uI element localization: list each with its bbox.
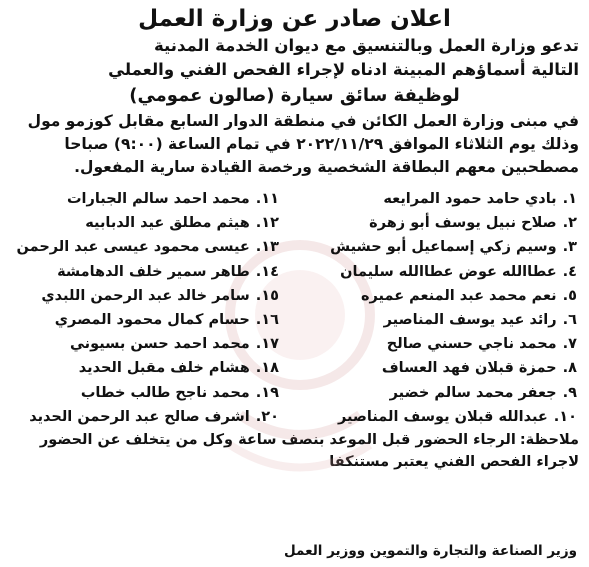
list-item bbox=[0, 308, 279, 332]
list-item bbox=[0, 260, 279, 284]
list-item bbox=[0, 381, 279, 405]
list-item bbox=[297, 308, 577, 332]
list-item bbox=[0, 405, 279, 429]
candidate-names-list bbox=[10, 187, 579, 429]
list-item-name: محمد ناجي حسني صالح bbox=[386, 336, 557, 353]
list-item bbox=[297, 260, 577, 284]
list-item-name: محمد ناجح طالب خطاب bbox=[80, 384, 250, 401]
intro-line-2: التالية أسماؤهم المبينة ادناه لإجراء الفحص الفني والعملي bbox=[108, 60, 579, 79]
list-item-number: ١١. bbox=[255, 191, 279, 207]
list-item bbox=[297, 381, 577, 405]
list-item bbox=[0, 332, 279, 356]
list-item-name: جعفر محمد سالم خضير bbox=[389, 384, 557, 401]
list-item-number: ١٨. bbox=[255, 360, 279, 377]
job-title: لوظيفة سائق سيارة (صالون عمومي) bbox=[129, 85, 460, 106]
list-item-name: سامر خالد عبد الرحمن اللبدي bbox=[41, 287, 250, 304]
list-item-number: ٤. bbox=[562, 263, 577, 280]
list-item-number: ١٠. bbox=[553, 408, 577, 425]
list-item-number: ١٦. bbox=[255, 311, 279, 328]
list-item-name: رائد عيد يوسف المناصير bbox=[383, 311, 557, 328]
list-item-number: ٢٠. bbox=[255, 408, 279, 425]
list-item bbox=[0, 284, 279, 308]
list-item-number: ٢. bbox=[562, 215, 577, 232]
list-item-number: ١٢. bbox=[255, 215, 279, 232]
venue-line-3: مصطحبين معهم البطاقة الشخصية ورخصة القيادة سارية المفعول. bbox=[74, 158, 579, 176]
list-item-name: اشرف صالح عبد الرحمن الحديد bbox=[29, 408, 250, 425]
list-item bbox=[297, 187, 577, 211]
list-item-number: ٧. bbox=[562, 336, 577, 353]
note-text-1: الرجاء الحضور قبل الموعد بنصف ساعة وكل من يتخلف عن الحضور bbox=[39, 432, 516, 448]
list-item-name: عيسى محمود عيسى عبد الرحمن bbox=[16, 239, 250, 256]
list-item-name: نعم محمد عبد المنعم عميره bbox=[360, 287, 557, 304]
list-item bbox=[297, 235, 577, 259]
list-item bbox=[0, 211, 279, 235]
list-item-number: ٦. bbox=[562, 311, 577, 328]
list-item-number: ٥. bbox=[562, 287, 577, 304]
list-item-number: ١٣. bbox=[255, 239, 279, 256]
list-item-name: محمد احمد حسن بسيوني bbox=[70, 336, 250, 353]
list-item-number: ٣. bbox=[562, 239, 577, 256]
note-line-1 bbox=[10, 429, 579, 451]
announcement-title: اعلان صادر عن وزارة العمل bbox=[138, 6, 451, 32]
list-item-name: عبدالله قبلان يوسف المناصير bbox=[337, 408, 548, 425]
list-item-number: ١٧. bbox=[255, 336, 279, 353]
list-item-name: هيثم مطلق عيد الدبابيه bbox=[85, 215, 250, 232]
list-item-number: ٨. bbox=[562, 360, 577, 377]
list-item bbox=[297, 356, 577, 380]
list-item bbox=[0, 187, 279, 211]
list-item-name: حمزة قبلان فهد العساف bbox=[381, 360, 557, 377]
list-item bbox=[297, 332, 577, 356]
list-item-number: ١٤. bbox=[255, 263, 279, 280]
venue-line-2: وذلك يوم الثلاثاء الموافق ٢٠٢٢/١١/٢٩ في تمام الساعة (٩:٠٠) صباحا bbox=[64, 135, 579, 153]
list-item-number: ٩. bbox=[562, 384, 577, 401]
list-item-name: وسيم زكي إسماعيل أبو حشيش bbox=[330, 239, 557, 256]
list-item-name: هشام خلف مقبل الحديد bbox=[78, 360, 250, 377]
list-item bbox=[0, 235, 279, 259]
list-item-name: عطاالله عوض عطاالله سليمان bbox=[340, 263, 557, 280]
list-item-number: ١٥. bbox=[255, 287, 279, 304]
list-item bbox=[297, 405, 577, 429]
list-item-name: محمد احمد سالم الجبارات bbox=[66, 191, 250, 207]
note-line-2: لاجراء الفحص الفني يعتبر مستنكفا bbox=[329, 454, 579, 470]
venue-line-1: في مبنى وزارة العمل الكائن في منطقة الدوار السابع مقابل كوزمو مول bbox=[27, 112, 579, 130]
list-item bbox=[297, 211, 577, 235]
note-label: ملاحظة: bbox=[519, 432, 579, 448]
list-item bbox=[0, 356, 279, 380]
names-column-left bbox=[0, 187, 279, 429]
intro-line-1: تدعو وزارة العمل وبالتنسيق مع ديوان الخدمة المدنية bbox=[154, 36, 579, 55]
signature: وزير الصناعة والتجارة والتموين ووزير العمل bbox=[283, 543, 577, 559]
list-item-number: ١. bbox=[562, 191, 577, 207]
names-column-right bbox=[297, 187, 577, 429]
list-item bbox=[297, 284, 577, 308]
list-item-name: بادي حامد حمود المرايعه bbox=[383, 191, 557, 207]
list-item-number: ١٩. bbox=[255, 384, 279, 401]
list-item-name: طاهر سمير خلف الدهامشة bbox=[57, 263, 250, 280]
list-item-name: صلاح نبيل يوسف أبو زهرة bbox=[369, 215, 557, 232]
list-item-name: حسام كمال محمود المصري bbox=[54, 311, 250, 328]
